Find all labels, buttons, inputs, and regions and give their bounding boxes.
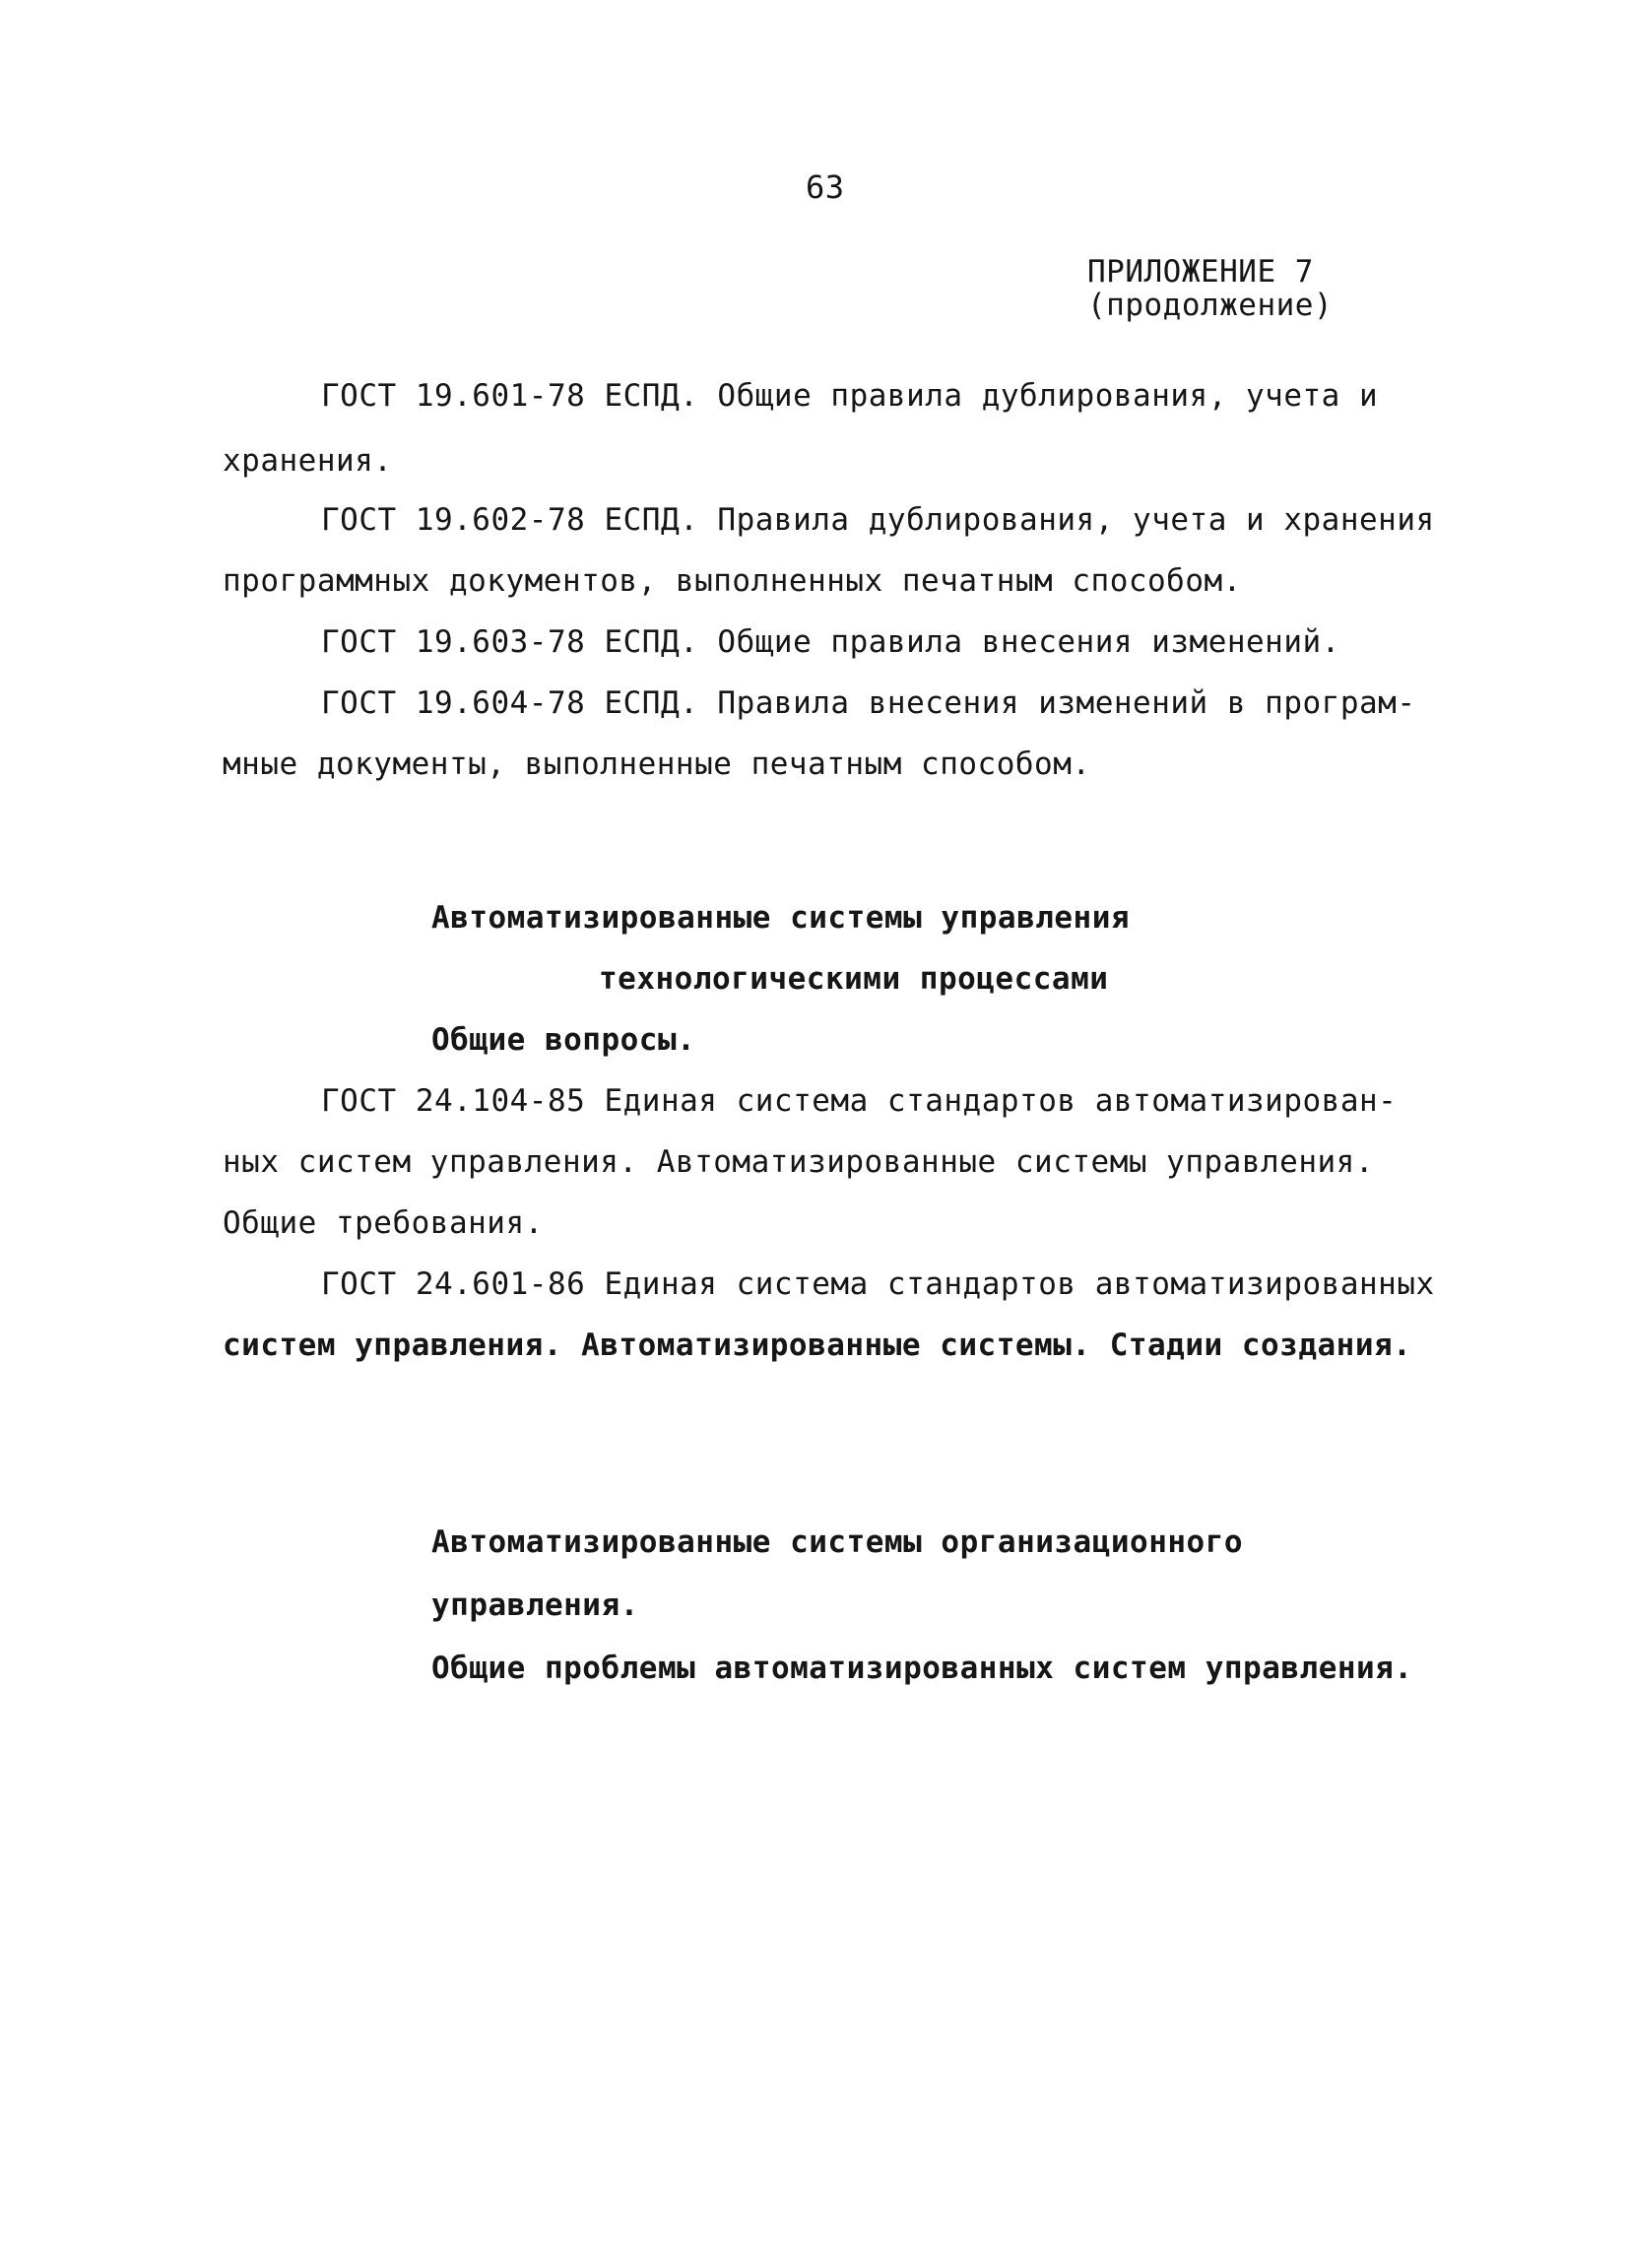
section-heading: Автоматизированные системы управления: [431, 900, 1131, 936]
section-subheading: Общие проблемы автоматизированных систем управления.: [431, 1651, 1413, 1686]
standard-entry-line: ГОСТ 24.104-85 Единая система стандартов автоматизирован-: [321, 1083, 1398, 1119]
appendix-subtitle: (продолжение): [1087, 288, 1334, 323]
standard-entry-line: систем управления. Автоматизированные системы. Стадии создания.: [223, 1328, 1412, 1363]
section-heading: Автоматизированные системы организационного: [431, 1524, 1244, 1560]
standard-entry-line: ГОСТ 19.604-78 ЕСПД. Правила внесения изменений в програм-: [321, 685, 1416, 721]
appendix-title: ПРИЛОЖЕНИЕ 7: [1087, 254, 1314, 290]
standard-entry-line: ных систем управления. Автоматизированные системы управления.: [223, 1144, 1374, 1180]
standard-entry-line: ГОСТ 24.601-86 Единая система стандартов автоматизированных: [321, 1266, 1435, 1302]
section-heading: управления.: [431, 1588, 639, 1623]
standard-entry-line: ГОСТ 19.602-78 ЕСПД. Правила дублирования, учета и хранения: [321, 502, 1435, 538]
standard-entry-line: ГОСТ 19.603-78 ЕСПД. Общие правила внесения изменений.: [321, 624, 1340, 660]
standard-entry-line: хранения.: [223, 443, 393, 479]
standard-entry-line: ГОСТ 19.601-78 ЕСПД. Общие правила дублирования, учета и: [321, 378, 1379, 414]
section-heading: технологическими процессами: [599, 961, 1109, 997]
page-number: 63: [806, 168, 845, 206]
section-subheading: Общие вопросы.: [431, 1022, 696, 1058]
standard-entry-line: программных документов, выполненных печатным способом.: [223, 563, 1242, 599]
standard-entry-line: мные документы, выполненные печатным способом.: [223, 746, 1091, 782]
standard-entry-line: Общие требования.: [223, 1205, 544, 1241]
